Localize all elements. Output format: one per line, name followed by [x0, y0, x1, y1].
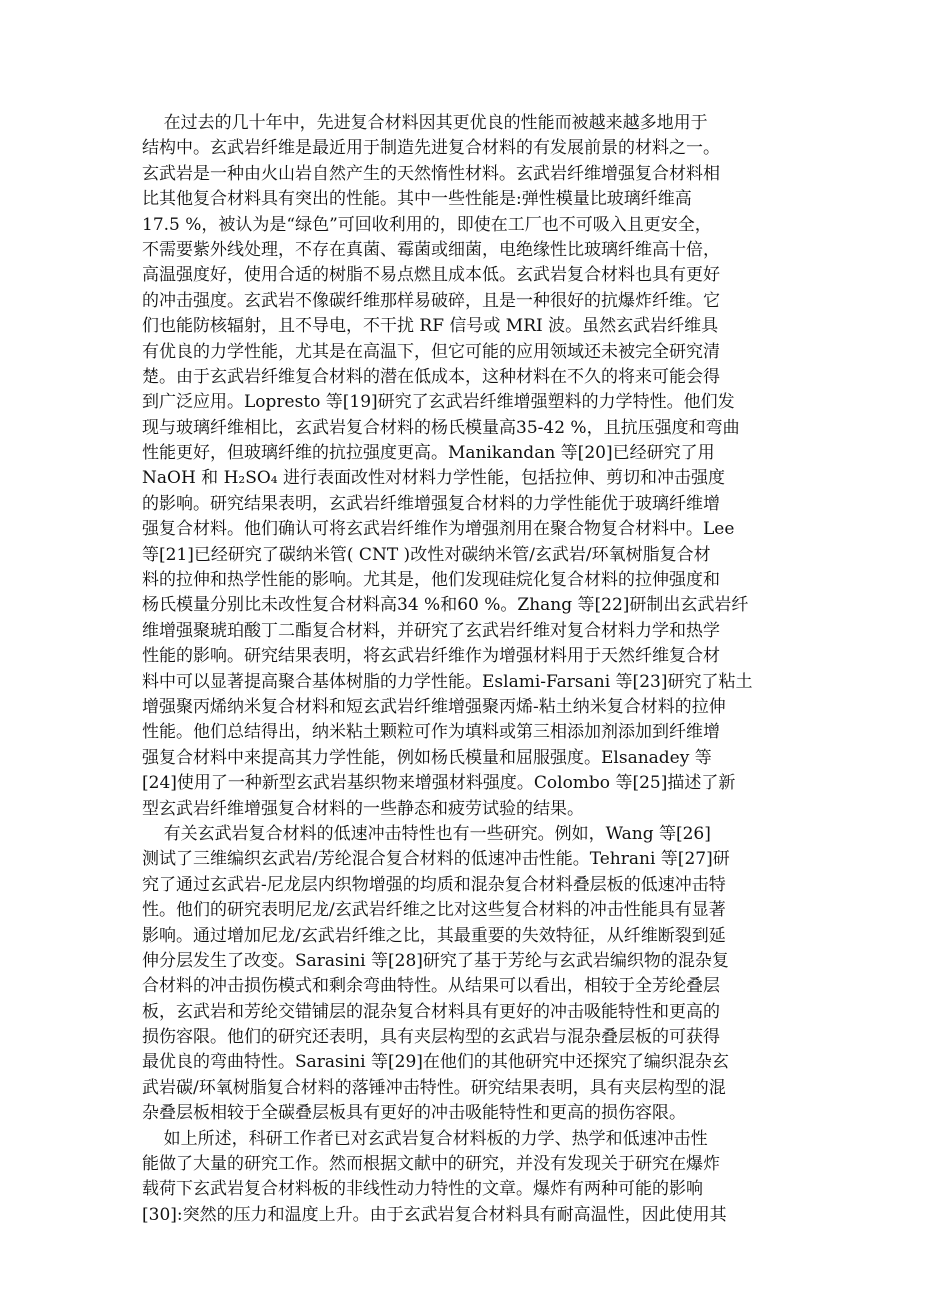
paragraph [142, 111, 782, 822]
text-line: 杨氏模量分别比未改性复合材料高34 %和60 %。Zhang 等[22]研制出玄武岩纤 [142, 595, 749, 616]
body-text [142, 111, 782, 1228]
text-line: 17.5 %，被认为是“绿色”可回收利用的，即使在工厂也不可吸入且更安全， [142, 214, 712, 235]
text-line: 们也能防核辐射，且不导电，不干扰 RF 信号或 MRI 波。虽然玄武岩纤维具 [142, 316, 719, 337]
paragraph [142, 1127, 782, 1229]
text-line: 楚。由于玄武岩纤维复合材料的潜在低成本，这种材料在不久的将来可能会得 [142, 366, 720, 387]
text-line: 的影响。研究结果表明，玄武岩纤维增强复合材料的力学性能优于玻璃纤维增 [142, 493, 720, 514]
text-line: 伸分层发生了改变。Sarasini 等[28]研究了基于芳纶与玄武岩编织物的混杂复 [142, 950, 729, 971]
text-line: 损伤容限。他们的研究还表明，具有夹层构型的玄武岩与混杂叠层板的可获得 [142, 1027, 720, 1048]
text-line: 等[21]已经研究了碳纳米管( CNT )改性对碳纳米管/玄武岩/环氧树脂复合材 [142, 544, 711, 565]
text-line: 增强聚丙烯纳米复合材料和短玄武岩纤维增强聚丙烯-粘土纳米复合材料的拉伸 [142, 696, 726, 717]
text-line: 能做了大量的研究工作。然而根据文献中的研究，并没有发现关于研究在爆炸 [142, 1154, 720, 1175]
text-line: 不需要紫外线处理，不存在真菌、霉菌或细菌，电绝缘性比玻璃纤维高十倍， [142, 239, 720, 260]
text-line: 到广泛应用。Lopresto 等[19]研究了玄武岩纤维增强塑料的力学特性。他们发 [142, 392, 735, 413]
text-line: 在过去的几十年中，先进复合材料因其更优良的性能而被越来越多地用于 [142, 113, 708, 133]
text-line: [30]:突然的压力和温度上升。由于玄武岩复合材料具有耐高温性，因此使用其 [142, 1204, 727, 1225]
text-line: 性能更好，但玻璃纤维的抗拉强度更高。Manikandan 等[20]已经研究了用 [142, 443, 715, 464]
text-line: 杂叠层板相较于全碳叠层板具有更好的冲击吸能特性和更高的损伤容限。 [142, 1103, 686, 1124]
text-line: 高温强度好，使用合适的树脂不易点燃且成本低。玄武岩复合材料也具有更好 [142, 265, 720, 286]
text-line: 载荷下玄武岩复合材料板的非线性动力特性的文章。爆炸有两种可能的影响 [142, 1179, 703, 1200]
text-line: 武岩碳/环氧树脂复合材料的落锤冲击特性。研究结果表明，具有夹层构型的混 [142, 1077, 726, 1098]
text-line: 料中可以显著提高聚合基体树脂的力学性能。Eslami-Farsani 等[23]研究了粘土 [142, 671, 753, 692]
text-line: 性能的影响。研究结果表明，将玄武岩纤维作为增强材料用于天然纤维复合材 [142, 646, 720, 667]
text-line: 比其他复合材料具有突出的性能。其中一些性能是:弹性模量比玻璃纤维高 [142, 189, 692, 210]
text-line: 玄武岩是一种由火山岩自然产生的天然惰性材料。玄武岩纤维增强复合材料相 [142, 163, 720, 184]
paragraph [142, 822, 782, 1127]
text-line: 的冲击强度。玄武岩不像碳纤维那样易破碎，且是一种很好的抗爆炸纤维。它 [142, 290, 720, 311]
text-line: 结构中。玄武岩纤维是最近用于制造先进复合材料的有发展前景的材料之一。 [142, 138, 720, 159]
text-line: 现与玻璃纤维相比，玄武岩复合材料的杨氏模量高35-42 %，且抗压强度和弯曲 [142, 417, 740, 438]
text-line: 究了通过玄武岩-尼龙层内织物增强的均质和混杂复合材料叠层板的低速冲击特 [142, 874, 726, 895]
text-line: 维增强聚琥珀酸丁二酯复合材料，并研究了玄武岩纤维对复合材料力学和热学 [142, 620, 720, 641]
text-line: 有优良的力学性能，尤其是在高温下，但它可能的应用领域还未被完全研究清 [142, 341, 720, 362]
text-line: 性能。他们总结得出，纳米粘土颗粒可作为填料或第三相添加剂添加到纤维增 [142, 722, 720, 743]
text-line: 板，玄武岩和芳纶交错铺层的混杂复合材料具有更好的冲击吸能特性和更高的 [142, 1001, 720, 1022]
text-line: 如上所述，科研工作者已对玄武岩复合材料板的力学、热学和低速冲击性 [142, 1128, 708, 1149]
text-line: 有关玄武岩复合材料的低速冲击特性也有一些研究。例如，Wang 等[26] [142, 823, 711, 844]
text-line: 强复合材料中来提高其力学性能，例如杨氏模量和屈服强度。Elsanadey 等 [142, 747, 712, 768]
text-line: 合材料的冲击损伤模式和剩余弯曲特性。从结果可以看出，相较于全芳纶叠层 [142, 976, 720, 997]
text-line: 料的拉伸和热学性能的影响。尤其是，他们发现硅烷化复合材料的拉伸强度和 [142, 570, 720, 591]
text-line: 性。他们的研究表明尼龙/玄武岩纤维之比对这些复合材料的冲击性能具有显著 [142, 900, 726, 921]
text-line: 影响。通过增加尼龙/玄武岩纤维之比，其最重要的失效特征，从纤维断裂到延 [142, 925, 726, 946]
text-line: 最优良的弯曲特性。Sarasini 等[29]在他们的其他研究中还探究了编织混杂玄 [142, 1052, 729, 1073]
text-line: 强复合材料。他们确认可将玄武岩纤维作为增强剂用在聚合物复合材料中。Lee [142, 519, 735, 540]
text-line: NaOH 和 H₂SO₄ 进行表面改性对材料力学性能，包括拉伸、剪切和冲击强度 [142, 468, 726, 489]
text-line: 型玄武岩纤维增强复合材料的一些静态和疲劳试验的结果。 [142, 798, 584, 819]
text-line: [24]使用了一种新型玄武岩基织物来增强材料强度。Colombo 等[25]描述了新 [142, 773, 736, 794]
text-line: 测试了三维编织玄武岩/芳纶混合复合材料的低速冲击性能。Tehrani 等[27]研 [142, 849, 730, 870]
